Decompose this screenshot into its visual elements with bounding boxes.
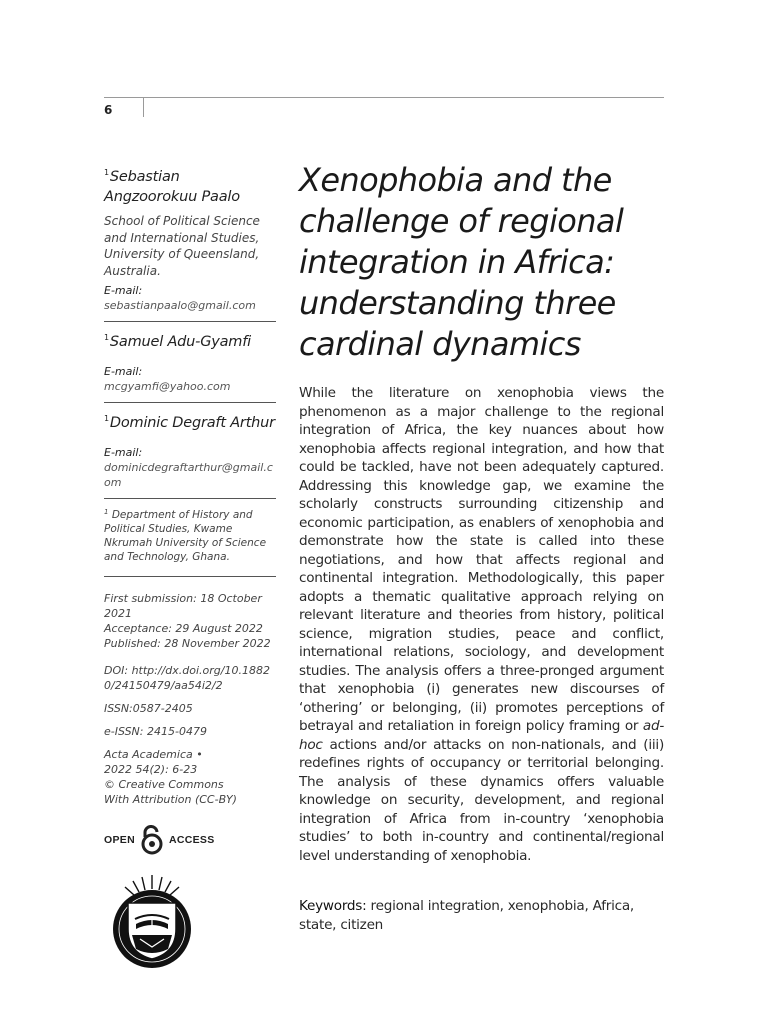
author-marker-1: 1 bbox=[104, 168, 109, 177]
doi-link[interactable]: DOI: http://dx.doi.org/10.18820/24150479/aa54i2/2 bbox=[104, 664, 270, 692]
published-date: Published: 28 November 2022 bbox=[104, 637, 271, 650]
author-name-2: $^1$Samuel Adu-Gyamfi bbox=[104, 333, 251, 350]
article-title: Xenophobia and the challenge of regional integration in Africa: understanding three cardinal dynamics bbox=[299, 161, 624, 363]
university-seal-icon bbox=[106, 873, 198, 977]
abstract-italic: ad-hoc bbox=[299, 718, 664, 753]
abstract: While the literature on xenophobia views the phenomenon as a major challenge to the regional integration of Africa, the key nuances about how xenophobia affects regional integration, and how that could be tackled, have not been adequately captured. Addressing this knowledge gap, we examine the scholarly constructs surrounding citizenship and economic participation, as enablers of xenophobia and demonstrate how the state is called into these negotiations, and how that affects regional and continental integration. Methodologically, this paper adopts a thematic qualitative approach relying on relevant literature and theories from history, political science, migration studies, peace and conflict, international relations, sociology, and development studies. The analysis offers a three-pronged argument that xenophobia (i) generates new discourses of ‘othering’ or belonging, (ii) promotes perceptions of betrayal and retaliation in foreign policy framing or ad-hoc actions and/or attacks on non-nationals, and (iii) redefines rights of occupancy or territorial belonging. The analysis of these dynamics offers valuable knowledge on security, development, and regional integration of Africa from in-country ‘xenophobia studies’ to both in-country and continental/regional level understanding of xenophobia. bbox=[299, 385, 664, 864]
header-separator bbox=[143, 97, 144, 117]
acceptance-date: Acceptance: 29 August 2022 bbox=[104, 622, 263, 635]
author-name-3: $^1$Dominic Degraft Arthur bbox=[104, 414, 275, 431]
header-rule bbox=[104, 97, 664, 98]
email-label-1: E-mail: bbox=[104, 284, 143, 297]
keywords-label: Keywords: bbox=[299, 898, 367, 914]
article-sidebar bbox=[104, 163, 276, 981]
divider bbox=[104, 321, 276, 322]
university-seal-logo bbox=[106, 873, 276, 981]
eissn: e-ISSN: 2415-0479 bbox=[104, 725, 207, 738]
email-link-2[interactable]: mcgyamfi@yahoo.com bbox=[104, 380, 231, 393]
author-name-1: $^1$Sebastian Angzoorokuu Paalo bbox=[104, 168, 240, 205]
email-link-3[interactable]: dominicdegraftarthur@gmail.com bbox=[104, 461, 273, 489]
page-number: 6 bbox=[104, 103, 113, 117]
journal-issue: 2022 54(2): 6-23 bbox=[104, 763, 198, 776]
divider bbox=[104, 498, 276, 499]
issn: ISSN:0587-2405 bbox=[104, 702, 193, 715]
first-submission: First submission: 18 October 2021 bbox=[104, 592, 262, 620]
open-access-left: OPEN bbox=[104, 834, 135, 846]
open-lock-icon bbox=[138, 825, 166, 855]
department-note: $^1$ Department of History and Political Studies, Kwame Nkrumah University of Science and Technology, Ghana. bbox=[104, 508, 267, 563]
email-label-2: E-mail: bbox=[104, 365, 143, 378]
keywords bbox=[299, 897, 664, 934]
open-access-logo bbox=[104, 825, 276, 855]
license-line-2: With Attribution (CC-BY) bbox=[104, 793, 237, 806]
author-affiliation-1: School of Political Science and International Studies, University of Queensland, Australia. bbox=[104, 214, 260, 278]
journal-name: Acta Academica • bbox=[104, 748, 203, 761]
open-access-right: ACCESS bbox=[168, 834, 215, 846]
email-link-1[interactable]: sebastianpaalo@gmail.com bbox=[104, 299, 256, 312]
divider bbox=[104, 402, 276, 403]
author-marker-3: 1 bbox=[104, 414, 109, 423]
author-marker-2: 1 bbox=[104, 333, 109, 342]
email-label-3: E-mail: bbox=[104, 446, 143, 459]
keywords-list: regional integration, xenophobia, Africa, state, citizen bbox=[299, 898, 634, 933]
divider bbox=[104, 576, 276, 577]
license-line-1: © Creative Commons bbox=[104, 778, 224, 791]
